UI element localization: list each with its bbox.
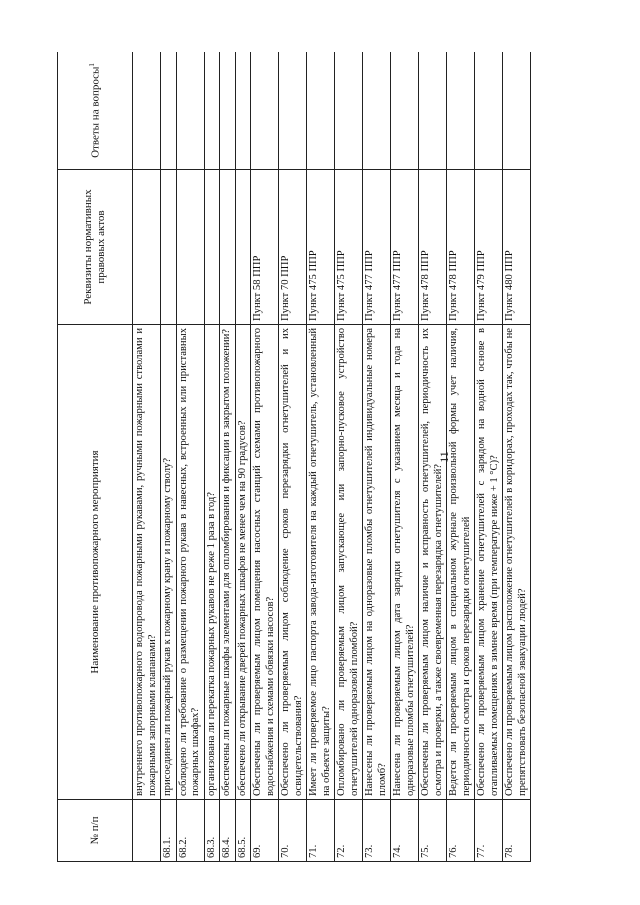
- row-requisites: [133, 170, 161, 325]
- row-requisites: Пункт 480 ППР: [503, 170, 531, 325]
- row-measure: Нанесена ли проверяемым лицом дата зарядки огнетушителя с указанием месяца и года на одноразовые пломбы огнетушителей?: [391, 325, 419, 800]
- row-number: 78.: [503, 800, 531, 862]
- row-number: 69.: [251, 800, 279, 862]
- table-row: [335, 52, 363, 862]
- row-number: 77.: [475, 800, 503, 862]
- row-answer: [307, 52, 335, 170]
- table-row: [204, 52, 220, 862]
- table-row: [251, 52, 279, 862]
- row-measure: Обеспечено ли проверяемым лицом хранение огнетушителей с зарядом на водной основе в отапливаемых помещениях в зимнее время (при температуре ниже + 1 °C)?: [475, 325, 503, 800]
- table-row: [363, 52, 391, 862]
- table-row: [419, 52, 447, 862]
- row-requisites: [235, 170, 251, 325]
- row-requisites: Пункт 475 ППР: [307, 170, 335, 325]
- header-answers: [58, 52, 133, 170]
- row-number: 68.4.: [220, 800, 236, 862]
- header-num: № п/п: [58, 800, 133, 862]
- checklist-table: [57, 52, 531, 862]
- row-number: 72.: [335, 800, 363, 862]
- table-row: [307, 52, 335, 862]
- row-requisites: [204, 170, 220, 325]
- row-number: 70.: [279, 800, 307, 862]
- row-number: 68.2.: [176, 800, 204, 862]
- row-answer: [133, 52, 161, 170]
- row-answer: [161, 52, 177, 170]
- row-measure: соблюдено ли требование о размещении пожарного рукава в навесных, встроенных или приставных пожарных шкафах?: [176, 325, 204, 800]
- table-body: [133, 52, 531, 862]
- row-number: 76.: [447, 800, 475, 862]
- row-measure: Ведется ли проверяемым лицом в специальном журнале произвольной формы учет наличия, периодичности осмотра и сроков перезарядки огнетушителей: [447, 325, 475, 800]
- row-requisites: [176, 170, 204, 325]
- table-row: [391, 52, 419, 862]
- row-answer: [204, 52, 220, 170]
- row-measure: обеспечены ли пожарные шкафы элементами для опломбирования и фиксации в закрытом положении?: [220, 325, 236, 800]
- row-requisites: Пункт 475 ППР: [335, 170, 363, 325]
- table-row: [161, 52, 177, 862]
- row-number: 71.: [307, 800, 335, 862]
- row-requisites: Пункт 479 ППР: [475, 170, 503, 325]
- row-number: 75.: [419, 800, 447, 862]
- row-measure: внутреннего противопожарного водопровода пожарными рукавами, ручными пожарными стволами и пожарными запорными клапанами?: [133, 325, 161, 800]
- page-number: 11: [437, 451, 451, 463]
- row-measure: присоединен ли пожарный рукав к пожарному крану и пожарному стволу?: [161, 325, 177, 800]
- row-answer: [335, 52, 363, 170]
- row-requisites: Пункт 478 ППР: [419, 170, 447, 325]
- row-answer: [391, 52, 419, 170]
- table-row: [447, 52, 475, 862]
- row-answer: [447, 52, 475, 170]
- row-measure: Обеспечены ли проверяемым лицом наличие и исправность огнетушителей, периодичность их осмотра и проверки, а также своевременная перезарядка огнетушителей?: [419, 325, 447, 800]
- table-row: [475, 52, 503, 862]
- row-answer: [176, 52, 204, 170]
- table-header-row: [58, 52, 133, 862]
- row-number: 73.: [363, 800, 391, 862]
- row-number: 68.3.: [204, 800, 220, 862]
- row-answer: [220, 52, 236, 170]
- row-requisites: Пункт 70 ППР: [279, 170, 307, 325]
- rotated-content: [57, 52, 632, 862]
- row-number: 68.5.: [235, 800, 251, 862]
- row-answer: [251, 52, 279, 170]
- header-name: Наименование противопожарного мероприятия: [58, 325, 133, 800]
- footnote-marker: 1: [87, 63, 96, 67]
- row-number: 68.1.: [161, 800, 177, 862]
- row-answer: [475, 52, 503, 170]
- table-row: [220, 52, 236, 862]
- table-row: [133, 52, 161, 862]
- row-measure: Обеспечены ли проверяемым лицом помещения насосных станций схемами противопожарного водоснабжения и схемами обвязки насосов?: [251, 325, 279, 800]
- row-answer: [363, 52, 391, 170]
- row-answer: [235, 52, 251, 170]
- row-number: 74.: [391, 800, 419, 862]
- row-measure: Нанесены ли проверяемым лицом на одноразовые пломбы огнетушителей индивидуальные номера пломб?: [363, 325, 391, 800]
- page-content: [57, 52, 632, 862]
- table-row: [235, 52, 251, 862]
- row-requisites: Пункт 478 ППР: [447, 170, 475, 325]
- row-requisites: [220, 170, 236, 325]
- row-answer: [279, 52, 307, 170]
- row-requisites: Пункт 477 ППР: [391, 170, 419, 325]
- row-requisites: Пункт 477 ППР: [363, 170, 391, 325]
- table-row: [503, 52, 531, 862]
- row-measure: Опломбировано ли проверяемым лицом запускающее или запорно-пусковое устройство огнетушителей одноразовой пломбой?: [335, 325, 363, 800]
- row-requisites: Пункт 58 ППР: [251, 170, 279, 325]
- header-answers-label: Ответы на вопросы: [89, 66, 102, 158]
- row-answer: [503, 52, 531, 170]
- row-measure: организована ли перекатка пожарных рукавов не реже 1 раза в год?: [204, 325, 220, 800]
- row-measure: Имеет ли проверяемое лицо паспорта завода-изготовителя на каждый огнетушитель, установленный на объекте защиты?: [307, 325, 335, 800]
- table-row: [176, 52, 204, 862]
- row-measure: обеспечено ли открывание дверей пожарных шкафов не менее чем на 90 градусов?: [235, 325, 251, 800]
- row-measure: Обеспечено ли проверяемым лицом расположение огнетушителей в коридорах, проходах так, чтобы не препятствовать безопасной эвакуации людей?: [503, 325, 531, 800]
- row-answer: [419, 52, 447, 170]
- table-row: [279, 52, 307, 862]
- row-number: [133, 800, 161, 862]
- header-requisites: Реквизиты нормативных правовых актов: [58, 170, 133, 325]
- row-requisites: [161, 170, 177, 325]
- row-measure: Обеспечено ли проверяемым лицом соблюдение сроков перезарядки огнетушителей и их освидетельствования?: [279, 325, 307, 800]
